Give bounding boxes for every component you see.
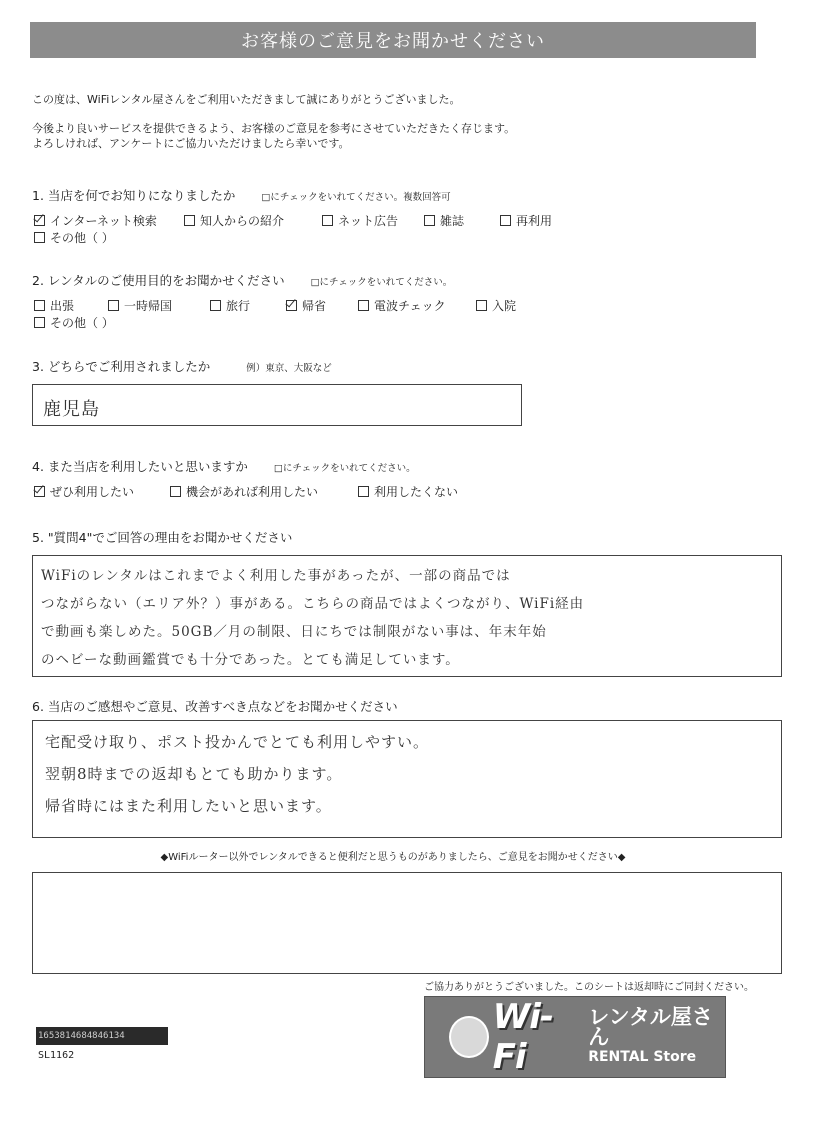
feedback-line-2: 翌朝8時までの返却もとても助かります。 <box>45 765 343 783</box>
option-travel[interactable] <box>210 298 250 315</box>
option-label: ぜひ利用したい <box>50 485 135 499</box>
question-2-label: 2. レンタルのご使用目的をお聞かせください <box>32 273 285 288</box>
option-label: 利用したくない <box>374 485 459 499</box>
checkbox-icon[interactable] <box>476 300 487 311</box>
option-label: ネット広告 <box>338 214 399 228</box>
question-1-label: 1. 当店を何でお知りになりましたか <box>32 188 236 203</box>
checkbox-checked-icon[interactable] <box>286 300 297 311</box>
location-answer-box[interactable] <box>32 384 522 426</box>
logo-wifi-text: Wi-Fi <box>492 997 553 1077</box>
checkbox-icon[interactable] <box>170 486 181 497</box>
option-label: 再利用 <box>516 214 553 228</box>
thanks-note: ご協力ありがとうございました。このシートは返却時にご同封ください。 <box>424 982 754 993</box>
option-temporary-return[interactable] <box>108 298 172 315</box>
checkbox-icon[interactable] <box>34 300 45 311</box>
option-label: その他（ ） <box>50 316 114 330</box>
mascot-icon <box>449 1016 489 1058</box>
question-5 <box>32 528 292 546</box>
checkbox-icon[interactable] <box>358 300 369 311</box>
checkbox-checked-icon[interactable] <box>34 486 45 497</box>
option-label: 入院 <box>492 299 517 313</box>
option-net-ad[interactable] <box>322 213 398 230</box>
option-label: 帰省 <box>302 299 327 313</box>
question-2 <box>32 271 452 289</box>
intro-line-2: 今後より良いサービスを提供できるよう、お客様のご意見を参考にさせていただきたく存じます。 <box>32 122 516 135</box>
checkbox-icon[interactable] <box>184 215 195 226</box>
question-4 <box>32 457 416 475</box>
suggestion-answer-box[interactable] <box>32 872 782 974</box>
location-answer: 鹿児島 <box>43 399 100 420</box>
question-3 <box>32 357 332 375</box>
question-3-note: 例）東京、大阪など <box>246 363 332 374</box>
option-label: その他（ ） <box>50 231 114 245</box>
option-label: 電波チェック <box>374 299 446 313</box>
option-label: 旅行 <box>226 299 251 313</box>
option-business-trip[interactable] <box>34 298 74 315</box>
reason-line-1: WiFiのレンタルはこれまでよく利用した事があったが、一部の商品では <box>41 568 511 584</box>
survey-title-bar <box>30 22 756 58</box>
option-hospital[interactable] <box>476 298 516 315</box>
option-signal-check[interactable] <box>358 298 446 315</box>
survey-title: お客様のご意見をお聞かせください <box>241 31 545 52</box>
option-definitely[interactable] <box>34 484 134 501</box>
reason-answer-box[interactable] <box>32 555 782 677</box>
question-5-label: 5. "質問4"でご回答の理由をお聞かせください <box>32 530 293 545</box>
intro-line-1: この度は、WiFiレンタル屋さんをご利用いただきまして誠にありがとうございました。 <box>32 93 461 106</box>
option-internet-search[interactable] <box>34 213 157 230</box>
checkbox-icon[interactable] <box>500 215 511 226</box>
question-3-label: 3. どちらでご利用されましたか <box>32 359 211 374</box>
option-if-chance[interactable] <box>170 484 318 501</box>
feedback-line-1: 宅配受け取り、ポスト投かんでとても利用しやすい。 <box>45 733 430 751</box>
option-no[interactable] <box>358 484 458 501</box>
question-1-note: □にチェックをいれてください。複数回答可 <box>261 192 451 203</box>
checkbox-icon[interactable] <box>424 215 435 226</box>
logo-japanese-text: レンタル屋さん <box>588 1005 713 1049</box>
question-4-note: □にチェックをいれてください。 <box>273 463 416 474</box>
option-label: 雑誌 <box>440 214 465 228</box>
wifi-rental-store-logo <box>424 996 726 1078</box>
checkbox-checked-icon[interactable] <box>34 215 45 226</box>
reason-line-2: つながらない（エリア外？）事がある。こちらの商品ではよくつながり、WiFi経由 <box>41 596 585 612</box>
checkbox-icon[interactable] <box>34 232 45 243</box>
intro-line-3: よろしければ、アンケートにご協力いただけましたら幸いです。 <box>32 137 350 150</box>
logo-english-text: RENTAL Store <box>588 1049 697 1065</box>
feedback-line-3: 帰省時にはまた利用したいと思います。 <box>45 797 332 815</box>
option-reuse[interactable] <box>500 213 552 230</box>
question-1 <box>32 186 451 204</box>
checkbox-icon[interactable] <box>34 317 45 328</box>
option-magazine[interactable] <box>424 213 464 230</box>
question-2-note: □にチェックをいれてください。 <box>310 277 453 288</box>
option-homecoming[interactable] <box>286 298 326 315</box>
option-label: 出張 <box>50 299 75 313</box>
feedback-answer-box[interactable] <box>32 720 782 838</box>
question-6-label: 6. 当店のご感想やご意見、改善すべき点などをお聞かせください <box>32 699 398 714</box>
option-other[interactable] <box>34 230 114 247</box>
checkbox-icon[interactable] <box>108 300 119 311</box>
reason-line-3: で動画も楽しめた。50GB／月の制限、日にちでは制限がない事は、年末年始 <box>41 624 547 640</box>
question-6 <box>32 697 398 715</box>
reason-line-4: のヘビーな動画鑑賞でも十分であった。とても満足しています。 <box>41 652 460 668</box>
question-7-label: ◆WiFiルーター以外でレンタルできると便利だと思うものがありましたら、ご意見をお聞かせください◆ <box>160 852 626 863</box>
option-referral[interactable] <box>184 213 284 230</box>
option-label: 知人からの紹介 <box>200 214 285 228</box>
checkbox-icon[interactable] <box>358 486 369 497</box>
option-other[interactable] <box>34 315 114 332</box>
sheet-code: SL1162 <box>38 1050 75 1061</box>
option-label: 一時帰国 <box>124 299 173 313</box>
option-label: インターネット検索 <box>50 214 157 228</box>
checkbox-icon[interactable] <box>210 300 221 311</box>
checkbox-icon[interactable] <box>322 215 333 226</box>
barcode-label: 1653814684846134 <box>36 1027 168 1045</box>
question-4-label: 4. また当店を利用したいと思いますか <box>32 459 248 474</box>
option-label: 機会があれば利用したい <box>186 485 319 499</box>
